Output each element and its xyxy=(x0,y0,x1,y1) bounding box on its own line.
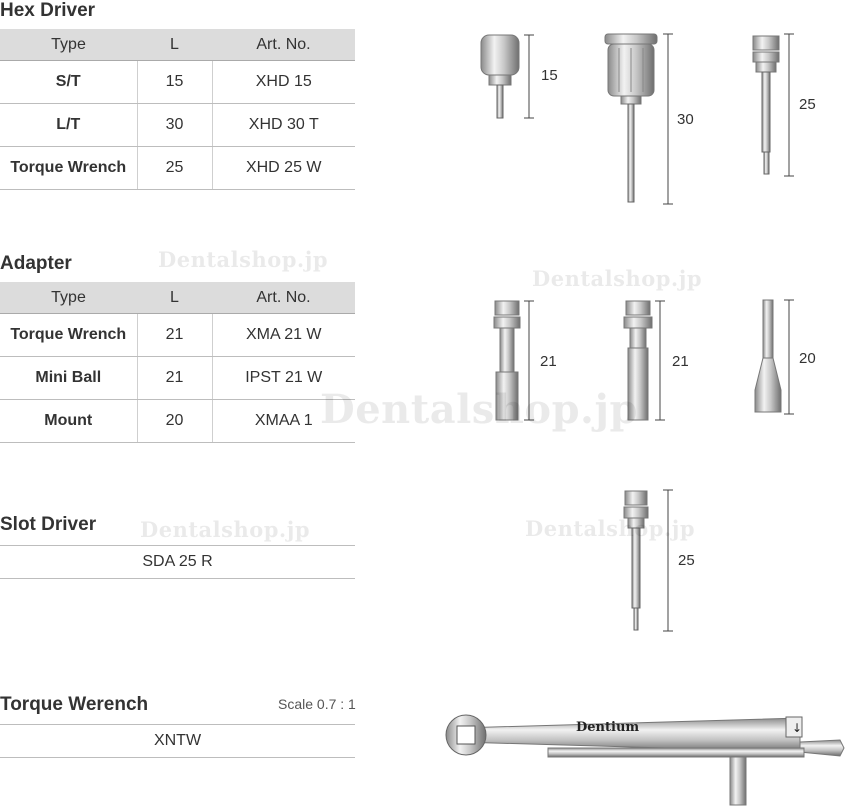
watermark: Dentalshop.jp xyxy=(140,517,310,542)
watermark: Dentalshop.jp xyxy=(525,516,695,541)
col-length: L xyxy=(137,282,212,314)
hex-driver-st-icon xyxy=(481,35,519,118)
dim-label: 25 xyxy=(678,552,695,569)
watermark: Dentalshop.jp xyxy=(532,266,702,291)
row-type: Torque Wrench xyxy=(0,147,137,190)
adapter-mount-icon xyxy=(755,300,781,412)
slot-driver-icon xyxy=(624,491,648,630)
hex-driver-lt-icon xyxy=(605,34,657,202)
row-type: S/T xyxy=(0,61,137,104)
row-art-no: IPST 21 W xyxy=(212,357,355,400)
hex-driver-title: Hex Driver xyxy=(0,0,96,21)
dim-label: 15 xyxy=(541,67,558,84)
torque-wrench-title: Torque Werench xyxy=(0,694,149,715)
dim-label: 30 xyxy=(677,111,694,128)
dim-label: 21 xyxy=(540,353,557,370)
row-length: 20 xyxy=(137,400,212,443)
row-length: 21 xyxy=(137,314,212,357)
row-length: 30 xyxy=(137,104,212,147)
row-type: Torque Wrench xyxy=(0,314,137,357)
row-type: L/T xyxy=(0,104,137,147)
slot-driver-art-no: SDA 25 R xyxy=(0,545,355,579)
row-art-no: XHD 30 T xyxy=(212,104,355,147)
row-art-no: XHD 15 xyxy=(212,61,355,104)
dim-label: 21 xyxy=(672,353,689,370)
row-art-no: XHD 25 W xyxy=(212,147,355,190)
row-length: 15 xyxy=(137,61,212,104)
watermark: Dentalshop.jp xyxy=(158,247,328,272)
col-type: Type xyxy=(0,282,137,314)
row-type: Mount xyxy=(0,400,137,443)
col-art-no: Art. No. xyxy=(212,29,355,61)
dim-label: 25 xyxy=(799,96,816,113)
watermark: Dentalshop.jp xyxy=(320,386,638,433)
row-length: 21 xyxy=(137,357,212,400)
hex-driver-tw-icon xyxy=(753,36,779,174)
col-type: Type xyxy=(0,29,137,61)
col-art-no: Art. No. xyxy=(212,282,355,314)
svg-text:↓: ↓ xyxy=(792,721,803,735)
slot-driver-title: Slot Driver xyxy=(0,514,97,535)
torque-wrench-art-no: XNTW xyxy=(0,724,355,758)
row-length: 25 xyxy=(137,147,212,190)
brand-label: Dentium xyxy=(576,720,640,735)
row-art-no: XMAA 1 xyxy=(212,400,355,443)
torque-wrench-icon xyxy=(446,715,844,805)
adapter-title: Adapter xyxy=(0,253,72,274)
scale-label: Scale 0.7 : 1 xyxy=(278,696,356,712)
row-art-no: XMA 21 W xyxy=(212,314,355,357)
dimension-lines xyxy=(524,34,794,631)
col-length: L xyxy=(137,29,212,61)
dim-label: 20 xyxy=(799,350,816,367)
row-type: Mini Ball xyxy=(0,357,137,400)
